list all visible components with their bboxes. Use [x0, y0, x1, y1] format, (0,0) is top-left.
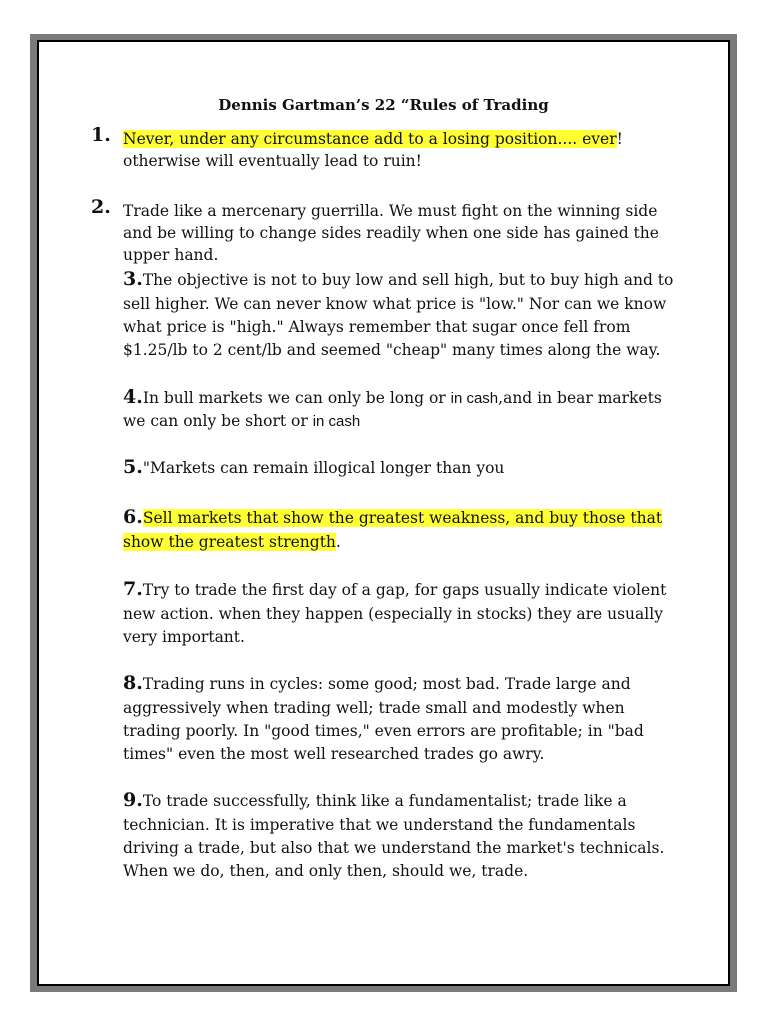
rule-text: we can only be short or: [123, 412, 313, 430]
rule-text: In bull markets we can only be long or: [142, 389, 451, 407]
rule-text: Trade like a mercenary guerrilla. We must fight on the winning side: [123, 202, 658, 220]
rule-text: trading poorly. In "good times," even errors are profitable; in "bad: [123, 722, 644, 740]
rule-text: technician. It is imperative that we understand the fundamentals: [123, 816, 636, 834]
rule-text: driving a trade, but also that we understand the market's technicals.: [123, 839, 665, 857]
rule-number: 7.: [123, 578, 143, 600]
rule-text-highlight: Never, under any circumstance add to a losing position.... ever: [123, 130, 617, 148]
rule-text: $1.25/lb to 2 cent/lb and seemed "cheap" many times along the way.: [123, 341, 661, 359]
rule-text: The objective is not to buy low and sell high, but to buy high and to: [142, 271, 674, 289]
document-page: [37, 40, 730, 986]
rule-text: times" even the most well researched trades go awry.: [123, 745, 545, 763]
rule-text: and be willing to change sides readily when one side has gained the: [123, 224, 659, 242]
rule-text: otherwise will eventually lead to ruin!: [123, 152, 422, 170]
rule-text-sans: in cash: [312, 413, 361, 430]
rule-text: aggressively when trading well; trade small and modestly when: [123, 699, 625, 717]
rule-number: 5.: [123, 456, 143, 478]
rule-number: 9.: [123, 789, 143, 811]
rule-text: upper hand.: [123, 246, 219, 264]
rule-number: 8.: [123, 672, 143, 694]
rule-number: 3.: [123, 268, 143, 290]
rule-number: 1.: [91, 124, 111, 146]
rule-text: Try to trade the first day of a gap, for gaps usually indicate violent: [142, 581, 667, 599]
rule-text: .: [335, 533, 341, 551]
rule-number: 2.: [91, 196, 111, 218]
rule-number: 4.: [123, 386, 143, 408]
rule-text: new action. when they happen (especially in stocks) they are usually: [123, 605, 663, 623]
rule-text-sans: in cash: [450, 390, 499, 407]
rule-text-highlight: show the greatest strength: [123, 533, 336, 551]
document-title: Dennis Gartman’s 22 “Rules of Trading: [218, 96, 549, 114]
rule-text: very important.: [123, 628, 245, 646]
rule-text: !: [616, 130, 623, 148]
rule-text: When we do, then, and only then, should we, trade.: [123, 862, 529, 880]
rule-text: what price is "high." Always remember that sugar once fell from: [123, 318, 631, 336]
rule-text: ,and in bear markets: [498, 389, 662, 407]
rule-text: sell higher. We can never know what price is "low." Nor can we know: [123, 295, 667, 313]
rule-number: 6.: [123, 506, 143, 528]
rule-text: "Markets can remain illogical longer than you: [142, 459, 505, 477]
rule-text: To trade successfully, think like a fundamentalist; trade like a: [142, 792, 627, 810]
rule-text: Trading runs in cycles: some good; most bad. Trade large and: [142, 675, 631, 693]
rule-text-highlight: Sell markets that show the greatest weakness, and buy those that: [142, 509, 663, 527]
